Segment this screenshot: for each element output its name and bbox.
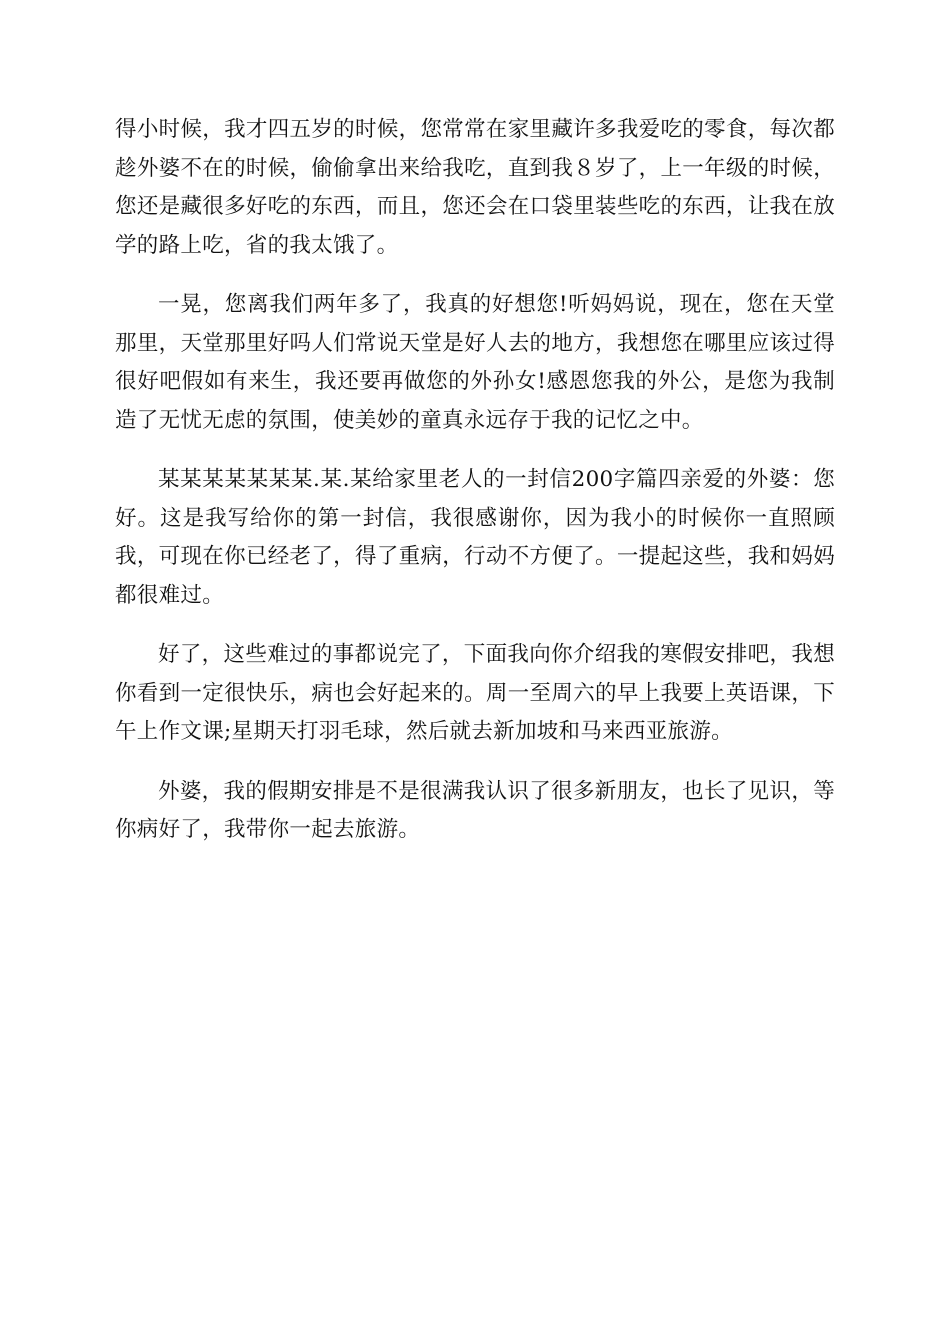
paragraph: 某某某某某某某.某.某给家里老人的一封信200字篇四亲爱的外婆：您好。这是我写给你的第一封信，我很感谢你，因为我小的时候你一直照顾我，可现在你已经老了，得了重病，行动不方便了。一提起这些，我和妈妈都很难过。: [115, 467, 835, 608]
paragraph: 外婆，我的假期安排是不是很满我认识了很多新朋友，也长了见识，等你病好了，我带你一起去旅游。: [115, 778, 835, 842]
paragraph: 一晃，您离我们两年多了，我真的好想您!听妈妈说，现在，您在天堂那里，天堂那里好吗人们常说天堂是好人去的地方，我想您在哪里应该过得很好吧假如有来生，我还要再做您的外孙女!感恩您我的外公，是您为我制造了无忧无虑的氛围，使美妙的童真永远存于我的记忆之中。: [115, 292, 835, 433]
paragraph: 好了，这些难过的事都说完了，下面我向你介绍我的寒假安排吧，我想你看到一定很快乐，病也会好起来的。周一至周六的早上我要上英语课，下午上作文课;星期天打羽毛球，然后就去新加坡和马来西亚旅游。: [115, 642, 835, 744]
document-body: [115, 111, 835, 871]
paragraph: 得小时候，我才四五岁的时候，您常常在家里藏许多我爱吃的零食，每次都趁外婆不在的时候，偷偷拿出来给我吃，直到我８岁了，上一年级的时候，您还是藏很多好吃的东西，而且，您还会在口袋里装些吃的东西，让我在放学的路上吃，省的我太饿了。: [115, 117, 835, 258]
